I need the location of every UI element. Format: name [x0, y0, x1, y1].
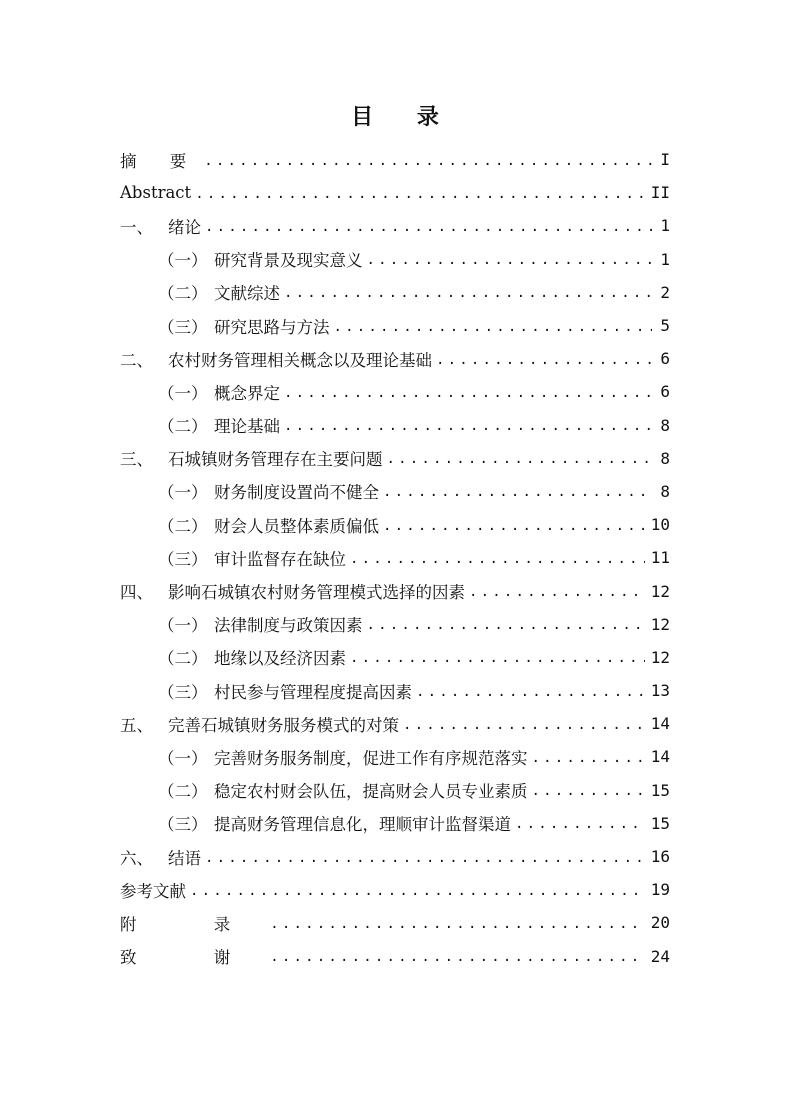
- toc-entry[interactable]: [120, 409, 670, 442]
- dot-leader: [403, 717, 645, 733]
- toc-entry-text: 结语: [168, 848, 201, 868]
- toc-entry-page-number: 6: [660, 382, 670, 402]
- toc-entry-number: （一）: [158, 383, 208, 403]
- toc-entry-page-number: 14: [650, 714, 670, 734]
- dot-leader: [204, 153, 652, 169]
- toc-entry-label: [120, 148, 200, 172]
- toc-entry-label: [120, 845, 201, 869]
- toc-entry-text: 法律制度与政策因素: [214, 616, 363, 636]
- toc-entry-number: （三）: [158, 682, 208, 702]
- dot-leader: [383, 484, 652, 500]
- toc-entry[interactable]: [120, 641, 670, 674]
- dot-leader: [334, 319, 653, 335]
- toc-entry-label: [120, 214, 201, 238]
- toc-entry-label: [120, 878, 186, 902]
- toc-entry-label: [120, 347, 432, 371]
- toc-entry-text: 研究背景及现实意义: [214, 251, 363, 271]
- dot-leader: [532, 783, 645, 799]
- dot-leader: [387, 451, 653, 467]
- toc-entry-label: [158, 314, 330, 338]
- toc-entry-text: 理论基础: [214, 417, 280, 437]
- toc-entry-number: （一）: [158, 616, 208, 636]
- dot-leader: [350, 650, 645, 666]
- dot-leader: [469, 584, 645, 600]
- toc-entry[interactable]: [120, 342, 670, 375]
- toc-entry-page-number: 10: [650, 515, 670, 535]
- toc-entry-page-number: 15: [650, 813, 670, 833]
- dot-leader: [190, 883, 645, 899]
- toc-entry-number: （二）: [158, 782, 208, 802]
- toc-entry[interactable]: [120, 574, 670, 607]
- toc-entry-number: （一）: [158, 483, 208, 503]
- toc-entry-number: （二）: [158, 417, 208, 437]
- toc-entry-text: 参考文献: [120, 881, 186, 901]
- toc-entry[interactable]: [120, 309, 670, 342]
- toc-entry-number: （二）: [158, 516, 208, 536]
- toc-entry-page-number: 12: [650, 647, 670, 667]
- toc-entry-page-number: 6: [660, 349, 670, 369]
- dot-leader: [284, 418, 652, 434]
- toc-entry[interactable]: [120, 243, 670, 276]
- dot-leader: [284, 285, 652, 301]
- toc-entry-number: 二、: [120, 350, 153, 370]
- dot-leader: [436, 352, 652, 368]
- toc-entry-label: [158, 479, 379, 503]
- toc-entry-number: （二）: [158, 284, 208, 304]
- toc-entry[interactable]: [120, 707, 670, 740]
- toc-entry[interactable]: [120, 608, 670, 641]
- toc-entry-page-number: 12: [650, 581, 670, 601]
- dot-leader: [416, 684, 645, 700]
- dot-leader: [532, 750, 645, 766]
- toc-entry-text: 绪论: [168, 217, 201, 237]
- dot-leader: [270, 916, 644, 932]
- toc-entry-label: [120, 944, 266, 968]
- toc-entry-text: 附 录: [120, 914, 267, 934]
- toc-entry[interactable]: [120, 176, 670, 209]
- dot-leader: [205, 219, 652, 235]
- toc-entry-number: （一）: [158, 748, 208, 768]
- toc-entry-page-number: 1: [660, 216, 670, 236]
- toc-entry[interactable]: [120, 940, 670, 973]
- toc-entry-number: （三）: [158, 549, 208, 569]
- toc-entry[interactable]: [120, 807, 670, 840]
- toc-entry-page-number: I: [660, 150, 670, 170]
- toc-entry-text: 影响石城镇农村财务管理模式选择的因素: [168, 583, 465, 603]
- toc-entry[interactable]: [120, 674, 670, 707]
- toc-entry-page-number: 14: [650, 747, 670, 767]
- toc-entry[interactable]: [120, 209, 670, 242]
- toc-entry[interactable]: [120, 375, 670, 408]
- toc-entry-text: 完善财务服务制度，促进工作有序规范落实: [214, 748, 528, 768]
- toc-entry-label: [158, 413, 280, 437]
- toc-entry-page-number: 12: [650, 614, 670, 634]
- toc-entry-number: 一、: [120, 217, 153, 237]
- toc-entry-number: （一）: [158, 251, 208, 271]
- dot-leader: [367, 252, 653, 268]
- dot-leader: [284, 385, 652, 401]
- toc-entry-number: 三、: [120, 450, 153, 470]
- page-title: 目 录: [351, 104, 457, 130]
- dot-leader: [383, 518, 645, 534]
- toc-entry-text: 致 谢: [120, 948, 267, 968]
- toc-entry-label: [158, 380, 280, 404]
- toc-entry-text: 稳定农村财会队伍，提高财会人员专业素质: [214, 782, 528, 802]
- table-of-contents: [120, 143, 670, 973]
- toc-entry-page-number: 24: [650, 946, 670, 966]
- toc-entry-label: [158, 247, 363, 271]
- toc-entry-text: 研究思路与方法: [214, 317, 330, 337]
- toc-entry[interactable]: [120, 774, 670, 807]
- dot-leader: [270, 949, 644, 965]
- toc-entry-label: [120, 579, 465, 603]
- toc-entry-page-number: II: [650, 183, 670, 203]
- toc-entry-text: 石城镇财务管理存在主要问题: [168, 450, 383, 470]
- toc-entry-label: [158, 645, 346, 669]
- toc-entry[interactable]: [120, 840, 670, 873]
- dot-leader: [205, 850, 645, 866]
- toc-entry[interactable]: [120, 906, 670, 939]
- toc-entry-number: （三）: [158, 815, 208, 835]
- toc-entry-page-number: 1: [660, 249, 670, 269]
- dot-leader: [350, 551, 645, 567]
- toc-entry-page-number: 13: [650, 681, 670, 701]
- dot-leader: [367, 617, 645, 633]
- toc-entry-label: [158, 745, 528, 769]
- toc-entry[interactable]: [120, 475, 670, 508]
- toc-entry-text: 文献综述: [214, 284, 280, 304]
- dot-leader: [195, 186, 645, 202]
- toc-entry-text: 财务制度设置尚不健全: [214, 483, 379, 503]
- toc-entry-page-number: 11: [650, 548, 670, 568]
- toc-entry-label: [158, 513, 379, 537]
- toc-entry[interactable]: [120, 541, 670, 574]
- toc-entry-text: 财会人员整体素质偏低: [214, 516, 379, 536]
- toc-entry-label: [120, 183, 191, 202]
- toc-entry[interactable]: [120, 508, 670, 541]
- toc-entry-label: [158, 612, 363, 636]
- toc-entry-page-number: 8: [660, 481, 670, 501]
- toc-entry-text: 农村财务管理相关概念以及理论基础: [168, 350, 432, 370]
- toc-entry-label: [158, 280, 280, 304]
- toc-entry[interactable]: [120, 873, 670, 906]
- toc-entry-label: [158, 546, 346, 570]
- toc-entry-text: 村民参与管理程度提高因素: [214, 682, 412, 702]
- toc-entry-page-number: 20: [650, 913, 670, 933]
- toc-entry-label: [120, 712, 399, 736]
- toc-entry-text: 概念界定: [214, 383, 280, 403]
- toc-entry-number: （二）: [158, 649, 208, 669]
- toc-entry-page-number: 8: [660, 415, 670, 435]
- toc-entry-number: 六、: [120, 848, 153, 868]
- toc-entry-label: [120, 446, 383, 470]
- toc-entry-text: 审计监督存在缺位: [214, 549, 346, 569]
- toc-entry-number: 五、: [120, 715, 153, 735]
- toc-entry-page-number: 2: [660, 282, 670, 302]
- toc-entry[interactable]: [120, 276, 670, 309]
- toc-entry-label: [158, 778, 528, 802]
- toc-entry-label: [158, 679, 412, 703]
- toc-entry-page-number: 16: [650, 847, 670, 867]
- toc-entry-label: [158, 811, 511, 835]
- toc-entry-text: Abstract: [120, 183, 192, 203]
- toc-entry-page-number: 5: [660, 316, 670, 336]
- toc-entry-number: （三）: [158, 317, 208, 337]
- toc-entry-text: 摘 要: [120, 151, 201, 171]
- toc-entry[interactable]: [120, 442, 670, 475]
- toc-entry[interactable]: [120, 143, 670, 176]
- toc-entry-text: 地缘以及经济因素: [214, 649, 346, 669]
- toc-entry-text: 完善石城镇财务服务模式的对策: [168, 715, 399, 735]
- toc-entry-page-number: 8: [660, 448, 670, 468]
- toc-entry[interactable]: [120, 740, 670, 773]
- toc-entry-page-number: 15: [650, 780, 670, 800]
- toc-entry-label: [120, 911, 266, 935]
- toc-entry-text: 提高财务管理信息化，理顺审计监督渠道: [214, 815, 511, 835]
- toc-entry-number: 四、: [120, 583, 153, 603]
- toc-entry-page-number: 19: [650, 880, 670, 900]
- dot-leader: [515, 816, 645, 832]
